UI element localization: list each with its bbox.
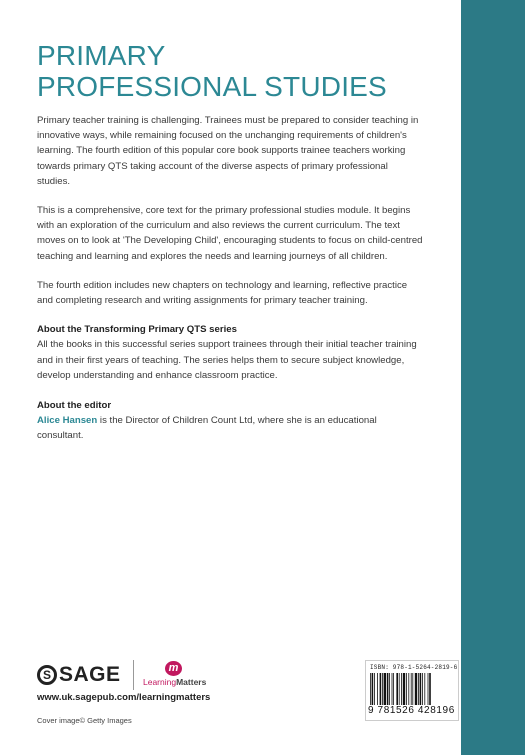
book-title: [37, 40, 417, 102]
editor-text: [37, 413, 423, 443]
series-text: All the books in this successful series support trainees through their initial teacher training and in their first years of teaching. The series helps them to secure subject knowledge, develop understanding and enhance classroom practice.: [37, 339, 417, 381]
spine-band: [461, 0, 525, 755]
sage-circle-icon: S: [37, 665, 57, 685]
title-line-1: PRIMARY: [37, 40, 166, 71]
publisher-url: www.uk.sagepub.com/learningmatters: [37, 692, 211, 703]
series-section: [37, 322, 423, 383]
title-line-2: PROFESSIONAL STUDIES: [37, 71, 387, 102]
isbn-digits: 9 781526 428196: [368, 705, 455, 716]
blurb-paragraph: The fourth edition includes new chapters on technology and learning, reflective practice and completing research and writing assignments for primary teacher training.: [37, 279, 408, 307]
editor-section: [37, 398, 423, 444]
editor-heading: About the editor: [37, 400, 112, 412]
blurb: [37, 113, 423, 459]
sage-wordmark: SAGE: [59, 663, 121, 686]
series-heading: About the Transforming Primary QTS series: [37, 324, 237, 336]
blurb-paragraph: Primary teacher training is challenging. Trainees must be prepared to consider teaching in innovative ways, while remaining focused on the unchanging requirements of children's learning. The fourth edition of this popular core book supports trainee teachers working towards primary QTS taking account of the diverse aspects of primary professional studies.: [37, 115, 419, 187]
editor-description: is the Director of Children Count Ltd, where she is an educational consultant.: [37, 415, 377, 442]
cover-credit: Cover image© Getty Images: [37, 716, 132, 725]
publisher-logos: [37, 660, 217, 690]
blurb-paragraph: This is a comprehensive, core text for the primary professional studies module. It begins with an exploration of the curriculum and also reviews the current curriculum. The text moves on to look at 'The Developing Child', encouraging students to focus on child-centred teaching and learning and explores the needs and learning journeys of all children.: [37, 205, 423, 262]
learning-matters-wordmark: LearningMatters: [143, 677, 207, 687]
learning-matters-m-icon: m: [165, 661, 182, 676]
logo-divider: [133, 660, 134, 690]
editor-name: Alice Hansen: [37, 415, 98, 427]
isbn-barcode: [365, 660, 459, 721]
learning-matters-logo: [143, 661, 213, 689]
sage-logo: [37, 660, 121, 690]
barcode-bars-icon: [370, 673, 454, 705]
isbn-label: ISBN: 978-1-5264-2819-6: [370, 664, 458, 671]
